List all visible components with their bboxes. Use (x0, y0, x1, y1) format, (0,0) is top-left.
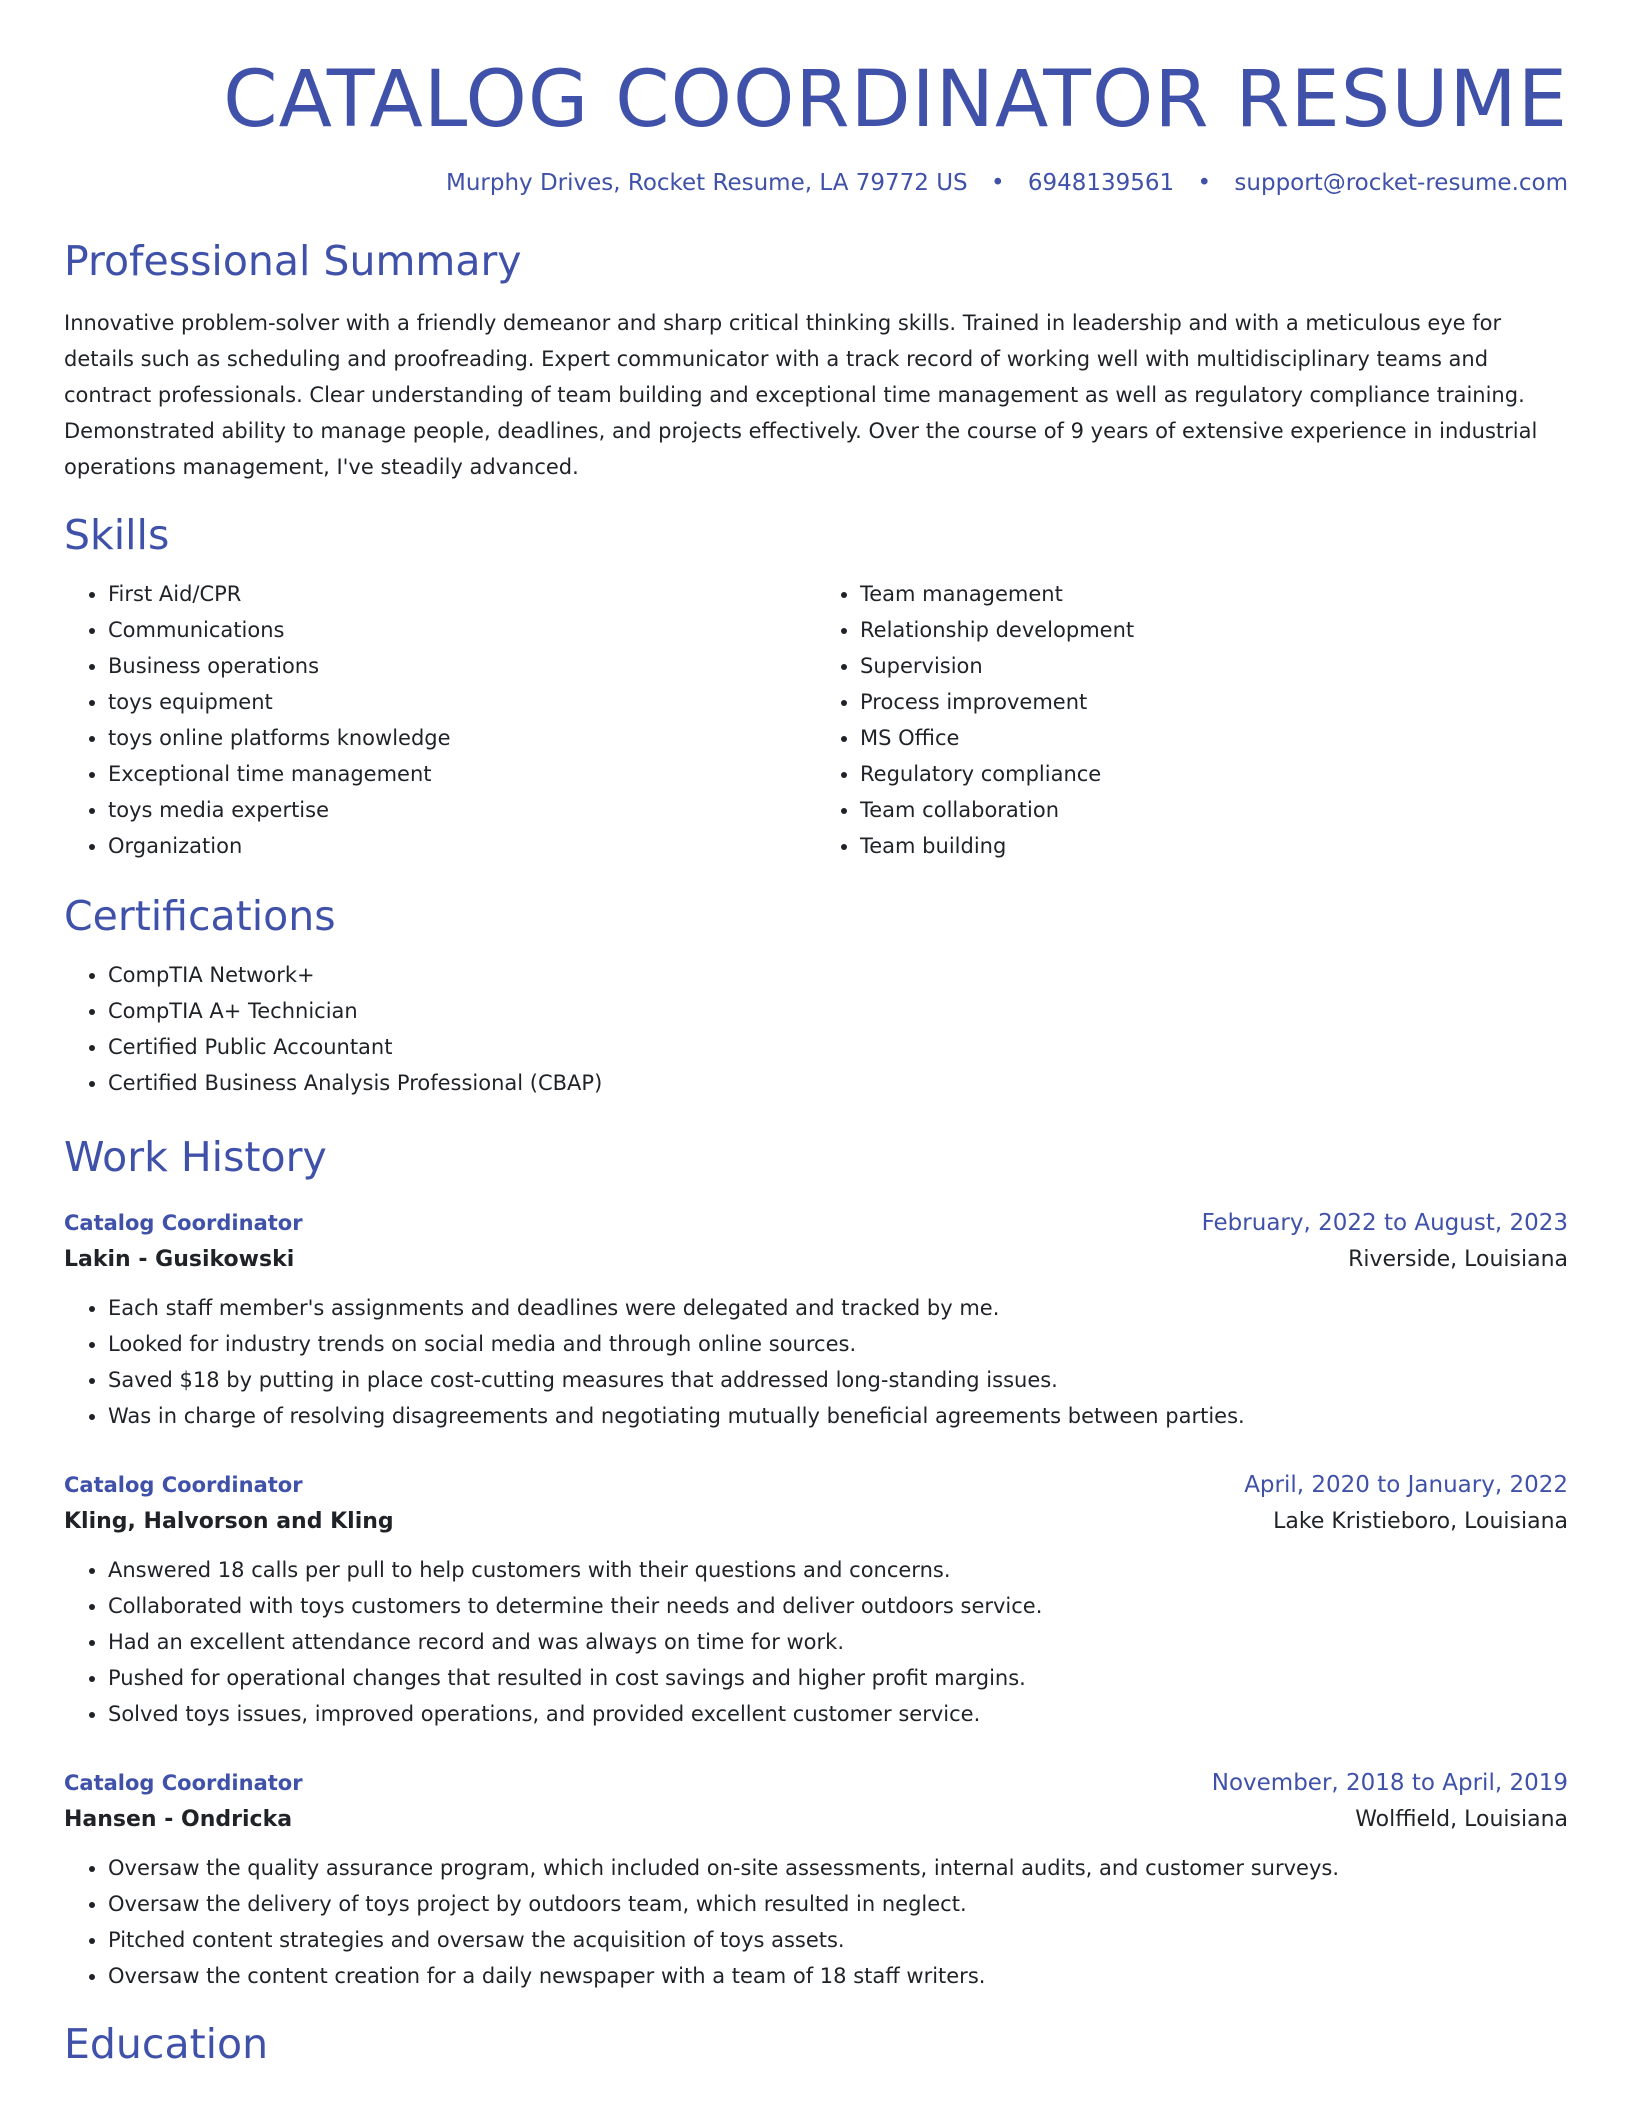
certification-item: • CompTIA A+ Technician (108, 993, 1568, 1029)
job-bullet: • Oversaw the quality assurance program, which included on-site assessments, internal audits, and customer surveys. (108, 1850, 1568, 1886)
job-company-row (64, 1240, 1568, 1280)
contact-address: Murphy Drives, Rocket Resume, LA 79772 US (445, 169, 968, 196)
job-bullets (64, 1290, 1568, 1434)
job-bullet: • Saved $18 by putting in place cost-cutting measures that addressed long-standing issues. (108, 1362, 1568, 1398)
skill-item: • First Aid/CPR (108, 576, 816, 612)
summary-text: Innovative problem-solver with a friendly demeanor and sharp critical thinking skills. Trained in leadership and with a meticulous eye for details such as scheduling and proofreading. Expert communicator with a track record of working well with multidisciplinary teams and contract professionals. Clear understanding of team building and exceptional time management as well as regulatory compliance training. Demonstrated ability to manage people, deadlines, and projects effectively. Over the course of 9 years of extensive experience in industrial operations management, I've steadily advanced. (64, 310, 1538, 479)
job-header-row (64, 1766, 1568, 1800)
skill-item: • Supervision (860, 648, 1568, 684)
job-dates: February, 2022 to August, 2023 (1201, 1210, 1568, 1237)
skill-item: • Exceptional time management (108, 756, 816, 792)
education-heading: Education (64, 2020, 269, 2069)
skill-item: • toys online platforms knowledge (108, 720, 816, 756)
job-header-row (64, 1468, 1568, 1502)
job-bullet: • Solved toys issues, improved operations, and provided excellent customer service. (108, 1696, 1568, 1732)
skills-grid (64, 576, 1568, 864)
skill-item: • Relationship development (860, 612, 1568, 648)
skill-item: • Organization (108, 828, 816, 864)
skill-item: • Process improvement (860, 684, 1568, 720)
job-company: Hansen - Ondricka (64, 1807, 293, 1833)
job-bullet: • Oversaw the delivery of toys project by outdoors team, which resulted in neglect. (108, 1886, 1568, 1922)
job-role: Catalog Coordinator (64, 1211, 303, 1236)
contact-line (64, 170, 1568, 198)
certifications-list (64, 957, 1568, 1101)
skills-heading: Skills (64, 510, 170, 559)
summary-heading: Professional Summary (64, 237, 522, 286)
contact-email: support@rocket-resume.com (1234, 169, 1568, 196)
skill-item: • toys equipment (108, 684, 816, 720)
skills-list-left (64, 576, 816, 864)
job-company: Kling, Halvorson and Kling (64, 1509, 394, 1535)
skill-item: • MS Office (860, 720, 1568, 756)
job-bullets (64, 1552, 1568, 1732)
job-bullets (64, 1850, 1568, 1994)
job-header-row (64, 1206, 1568, 1240)
skill-item: • Team collaboration (860, 792, 1568, 828)
certification-item: • CompTIA Network+ (108, 957, 1568, 993)
job-company-row (64, 1800, 1568, 1840)
job-bullet: • Collaborated with toys customers to determine their needs and deliver outdoors service. (108, 1588, 1568, 1624)
job-bullet: • Answered 18 calls per pull to help customers with their questions and concerns. (108, 1552, 1568, 1588)
skill-item: • Team management (860, 576, 1568, 612)
job-bullet: • Each staff member's assignments and deadlines were delegated and tracked by me. (108, 1290, 1568, 1326)
certification-item: • Certified Public Accountant (108, 1029, 1568, 1065)
job-role: Catalog Coordinator (64, 1771, 303, 1796)
job-bullet: • Looked for industry trends on social media and through online sources. (108, 1326, 1568, 1362)
job-bullet: • Had an excellent attendance record and was always on time for work. (108, 1624, 1568, 1660)
job-location: Riverside, Louisiana (1348, 1247, 1568, 1273)
job-role: Catalog Coordinator (64, 1473, 303, 1498)
job-location: Wolffield, Louisiana (1355, 1807, 1568, 1833)
skill-item: • Regulatory compliance (860, 756, 1568, 792)
job-company-row (64, 1502, 1568, 1542)
contact-separator: • (990, 169, 1005, 196)
certification-item: • Certified Business Analysis Professional (CBAP) (108, 1065, 1568, 1101)
skill-item: • toys media expertise (108, 792, 816, 828)
skill-item: • Team building (860, 828, 1568, 864)
job-dates: April, 2020 to January, 2022 (1244, 1472, 1568, 1499)
contact-separator: • (1197, 169, 1212, 196)
resume-page (64, 0, 1568, 2069)
job-bullet: • Pushed for operational changes that resulted in cost savings and higher profit margins. (108, 1660, 1568, 1696)
job-entry (64, 1206, 1568, 1434)
job-location: Lake Kristieboro, Louisiana (1273, 1509, 1568, 1535)
skill-item: • Business operations (108, 648, 816, 684)
work-history-heading: Work History (64, 1132, 327, 1181)
job-company: Lakin - Gusikowski (64, 1247, 295, 1273)
job-bullet: • Was in charge of resolving disagreements and negotiating mutually beneficial agreements between parties. (108, 1398, 1568, 1434)
skill-item: • Communications (108, 612, 816, 648)
job-bullet: • Oversaw the content creation for a daily newspaper with a team of 18 staff writers. (108, 1958, 1568, 1994)
job-bullet: • Pitched content strategies and oversaw the acquisition of toys assets. (108, 1922, 1568, 1958)
contact-phone: 6948139561 (1027, 169, 1175, 196)
job-entry (64, 1766, 1568, 1994)
skills-list-right (816, 576, 1568, 864)
certifications-heading: Certifications (64, 891, 336, 940)
job-dates: November, 2018 to April, 2019 (1211, 1770, 1568, 1797)
job-entry (64, 1468, 1568, 1732)
resume-title: CATALOG COORDINATOR RESUME (223, 55, 1568, 145)
